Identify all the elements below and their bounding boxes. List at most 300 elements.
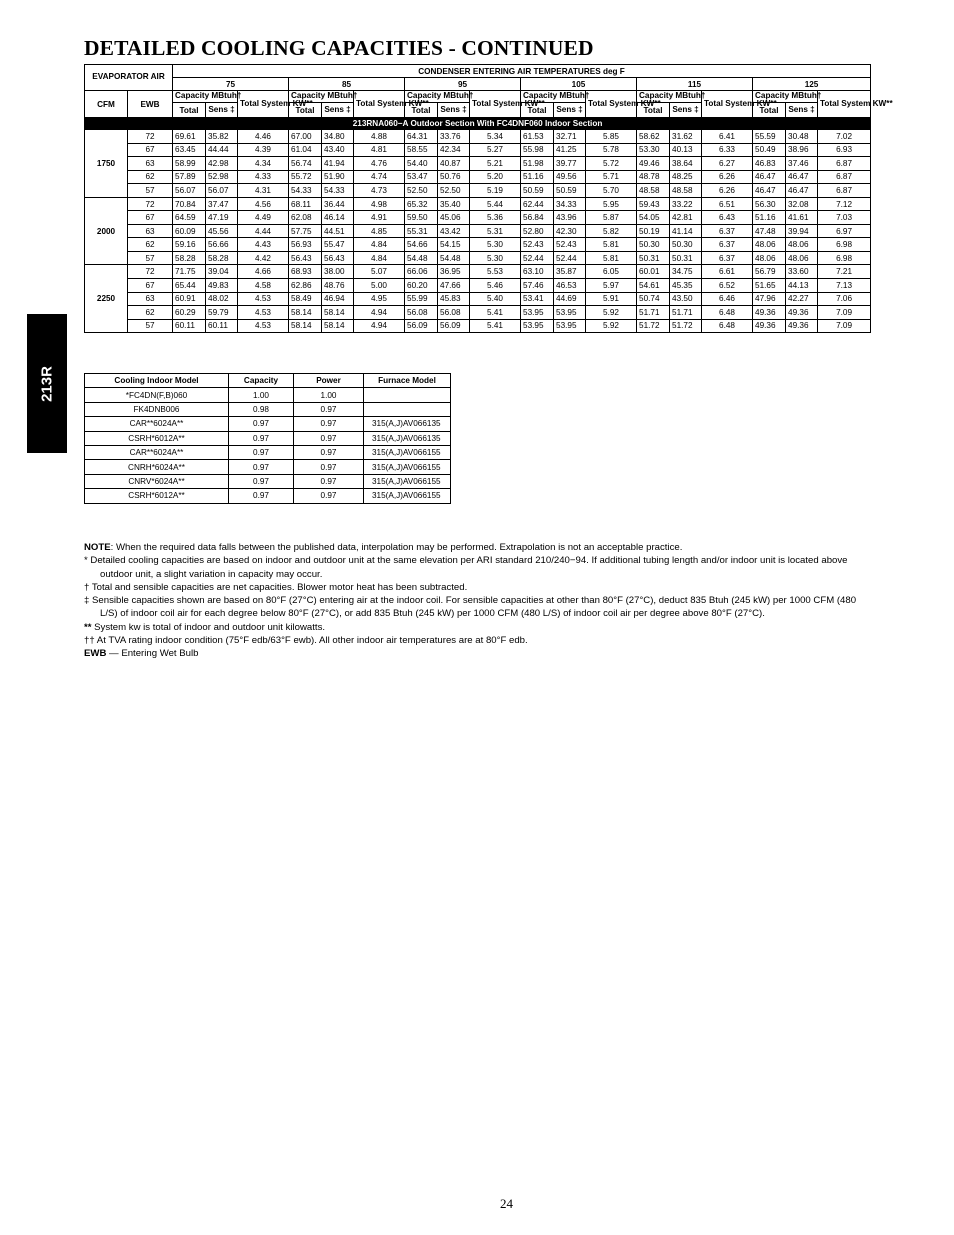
value-cell: 4.53 (238, 319, 289, 333)
value-cell: 6.48 (702, 306, 753, 320)
value-cell: 48.25 (670, 170, 702, 184)
note-system-kw-text: System kw is total of indoor and outdoor unit kilowatts. (91, 621, 326, 633)
value-cell: 5.21 (470, 157, 521, 171)
side-tab-label: 213R (38, 365, 56, 402)
value-cell: 56.43 (289, 251, 322, 265)
value-cell: 53.95 (554, 319, 586, 333)
total-system-kw-header: Total System KW** (586, 91, 637, 118)
value-cell: 60.09 (173, 224, 206, 238)
value-cell: 59.79 (206, 306, 238, 320)
value-cell: 34.75 (670, 265, 702, 279)
value-cell: 6.97 (818, 224, 871, 238)
model-row (85, 417, 451, 431)
value-cell: 54.61 (637, 279, 670, 293)
capacity-header: Capacity MBtuh† (173, 91, 238, 103)
evaporator-air-header: EVAPORATOR AIR (85, 65, 173, 91)
model-cell: 0.97 (229, 417, 294, 431)
value-cell: 5.07 (354, 265, 405, 279)
indoor-model-table (84, 373, 451, 504)
model-cell: 315(A,J)AV066135 (364, 417, 451, 431)
value-cell: 60.11 (173, 319, 206, 333)
value-cell: 60.11 (206, 319, 238, 333)
ewb-cell: 63 (128, 157, 173, 171)
model-table-header: Cooling Indoor Model (85, 374, 229, 388)
capacity-header: Capacity MBtuh† (637, 91, 702, 103)
value-cell: 42.81 (670, 211, 702, 225)
value-cell: 46.47 (753, 170, 786, 184)
value-cell: 55.31 (405, 224, 438, 238)
value-cell: 52.44 (554, 251, 586, 265)
value-cell: 6.87 (818, 184, 871, 198)
value-cell: 71.75 (173, 265, 206, 279)
value-cell: 53.47 (405, 170, 438, 184)
value-cell: 52.43 (554, 238, 586, 252)
value-cell: 50.76 (438, 170, 470, 184)
value-cell: 46.47 (786, 170, 818, 184)
value-cell: 52.80 (521, 224, 554, 238)
ewb-cell: 62 (128, 238, 173, 252)
model-cell: CAR**6024A** (85, 445, 229, 459)
table-row (85, 265, 871, 279)
value-cell: 7.21 (818, 265, 871, 279)
value-cell: 4.98 (354, 197, 405, 211)
note-double-dagger: ‡ Sensible capacities shown are based on 80°F (27°C) entering air at the indoor coil. For sensible capacities at other than 80°F (27°C), deduct 835 Btuh (245 kW) per 1000 CFM (480 L/S) of indoor coil air for each degree below 80°F (27°C), or add 835 Btuh (245 kW) per 1000 CFM (480 L/S) of indoor coil air per degree above 80°F (27°C). (84, 595, 857, 620)
value-cell: 4.81 (354, 143, 405, 157)
value-cell: 49.83 (206, 279, 238, 293)
value-cell: 42.34 (438, 143, 470, 157)
value-cell: 50.49 (753, 143, 786, 157)
model-cell (364, 402, 451, 416)
total-header: Total (753, 103, 786, 118)
value-cell: 5.97 (586, 279, 637, 293)
side-tab (27, 314, 67, 453)
condenser-header: CONDENSER ENTERING AIR TEMPERATURES deg F (173, 65, 871, 78)
value-cell: 43.40 (322, 143, 354, 157)
value-cell: 48.78 (637, 170, 670, 184)
value-cell: 5.87 (586, 211, 637, 225)
value-cell: 48.06 (753, 251, 786, 265)
value-cell: 5.44 (470, 197, 521, 211)
value-cell: 34.33 (554, 197, 586, 211)
sens-header: Sens ‡ (438, 103, 470, 118)
sens-header: Sens ‡ (206, 103, 238, 118)
value-cell: 56.08 (405, 306, 438, 320)
value-cell: 63.10 (521, 265, 554, 279)
model-row (85, 431, 451, 445)
value-cell: 5.81 (586, 238, 637, 252)
total-header: Total (405, 103, 438, 118)
value-cell: 6.26 (702, 170, 753, 184)
value-cell: 5.91 (586, 292, 637, 306)
value-cell: 52.44 (521, 251, 554, 265)
value-cell: 6.41 (702, 130, 753, 144)
value-cell: 5.40 (470, 292, 521, 306)
value-cell: 39.94 (786, 224, 818, 238)
value-cell: 54.48 (405, 251, 438, 265)
table-row (85, 319, 871, 333)
ewb-cell: 67 (128, 211, 173, 225)
table-row (85, 211, 871, 225)
value-cell: 47.66 (438, 279, 470, 293)
ewb-cell: 67 (128, 143, 173, 157)
value-cell: 59.16 (173, 238, 206, 252)
value-cell: 70.84 (173, 197, 206, 211)
value-cell: 47.19 (206, 211, 238, 225)
value-cell: 37.47 (206, 197, 238, 211)
value-cell: 5.46 (470, 279, 521, 293)
model-row (85, 445, 451, 459)
total-header: Total (289, 103, 322, 118)
value-cell: 48.02 (206, 292, 238, 306)
value-cell: 48.58 (637, 184, 670, 198)
value-cell: 47.96 (753, 292, 786, 306)
value-cell: 46.14 (322, 211, 354, 225)
value-cell: 6.51 (702, 197, 753, 211)
table-row (85, 197, 871, 211)
ewb-cell: 67 (128, 279, 173, 293)
value-cell: 56.07 (173, 184, 206, 198)
ewb-cell: 57 (128, 184, 173, 198)
value-cell: 46.94 (322, 292, 354, 306)
value-cell: 51.90 (322, 170, 354, 184)
model-cell: 0.97 (229, 431, 294, 445)
ewb-cell: 72 (128, 130, 173, 144)
cfm-cell: 2000 (85, 197, 128, 265)
value-cell: 4.43 (238, 238, 289, 252)
temperature-header: 105 (521, 78, 637, 91)
value-cell: 5.72 (586, 157, 637, 171)
value-cell: 56.84 (521, 211, 554, 225)
note-ewb (84, 647, 874, 660)
value-cell: 56.74 (289, 157, 322, 171)
value-cell: 6.87 (818, 170, 871, 184)
value-cell: 58.28 (173, 251, 206, 265)
value-cell: 43.42 (438, 224, 470, 238)
cfm-cell: 2250 (85, 265, 128, 333)
value-cell: 55.99 (405, 292, 438, 306)
note-general (84, 541, 874, 554)
value-cell: 6.48 (702, 319, 753, 333)
note-tva: †† At TVA rating indoor condition (75°F edb/63°F ewb). All other indoor air temperatures are at 80°F edb. (84, 635, 528, 647)
value-cell: 6.27 (702, 157, 753, 171)
value-cell: 56.66 (206, 238, 238, 252)
ewb-cell: 72 (128, 265, 173, 279)
model-table-header: Capacity (229, 374, 294, 388)
value-cell: 59.50 (405, 211, 438, 225)
value-cell: 45.35 (670, 279, 702, 293)
value-cell: 4.42 (238, 251, 289, 265)
temperature-header: 75 (173, 78, 289, 91)
value-cell: 5.30 (470, 251, 521, 265)
table-row (85, 157, 871, 171)
model-cell: 0.97 (294, 460, 364, 474)
model-cell (364, 388, 451, 402)
value-cell: 53.95 (554, 306, 586, 320)
value-cell: 7.09 (818, 319, 871, 333)
value-cell: 62.44 (521, 197, 554, 211)
capacity-header: Capacity MBtuh† (289, 91, 354, 103)
value-cell: 35.40 (438, 197, 470, 211)
value-cell: 5.71 (586, 170, 637, 184)
value-cell: 5.41 (470, 306, 521, 320)
value-cell: 61.04 (289, 143, 322, 157)
value-cell: 38.96 (786, 143, 818, 157)
total-header: Total (637, 103, 670, 118)
value-cell: 45.83 (438, 292, 470, 306)
model-cell: 0.98 (229, 402, 294, 416)
sens-header: Sens ‡ (786, 103, 818, 118)
cooling-capacity-table (84, 64, 893, 333)
capacity-header: Capacity MBtuh† (521, 91, 586, 103)
value-cell: 5.53 (470, 265, 521, 279)
value-cell: 54.48 (438, 251, 470, 265)
model-cell: 0.97 (229, 445, 294, 459)
value-cell: 65.32 (405, 197, 438, 211)
value-cell: 58.49 (289, 292, 322, 306)
value-cell: 64.31 (405, 130, 438, 144)
value-cell: 42.27 (786, 292, 818, 306)
value-cell: 4.84 (354, 251, 405, 265)
value-cell: 60.29 (173, 306, 206, 320)
value-cell: 4.66 (238, 265, 289, 279)
value-cell: 4.94 (354, 306, 405, 320)
value-cell: 66.06 (405, 265, 438, 279)
value-cell: 58.62 (637, 130, 670, 144)
value-cell: 48.06 (786, 251, 818, 265)
table-row (85, 292, 871, 306)
value-cell: 57.46 (521, 279, 554, 293)
value-cell: 68.11 (289, 197, 322, 211)
value-cell: 4.94 (354, 319, 405, 333)
value-cell: 49.36 (753, 319, 786, 333)
ewb-cell: 57 (128, 251, 173, 265)
value-cell: 55.72 (289, 170, 322, 184)
value-cell: 6.98 (818, 251, 871, 265)
capacity-header: Capacity MBtuh† (405, 91, 470, 103)
value-cell: 35.87 (554, 265, 586, 279)
value-cell: 5.78 (586, 143, 637, 157)
value-cell: 56.93 (289, 238, 322, 252)
value-cell: 57.75 (289, 224, 322, 238)
value-cell: 48.06 (786, 238, 818, 252)
ewb-header: EWB (128, 91, 173, 118)
note-system-kw (84, 621, 874, 634)
value-cell: 32.08 (786, 197, 818, 211)
total-system-kw-header: Total System KW** (354, 91, 405, 118)
value-cell: 48.76 (322, 279, 354, 293)
value-cell: 4.39 (238, 143, 289, 157)
value-cell: 53.30 (637, 143, 670, 157)
value-cell: 65.44 (173, 279, 206, 293)
value-cell: 38.00 (322, 265, 354, 279)
value-cell: 51.65 (753, 279, 786, 293)
table-row (85, 184, 871, 198)
value-cell: 57.89 (173, 170, 206, 184)
value-cell: 40.13 (670, 143, 702, 157)
value-cell: 7.03 (818, 211, 871, 225)
value-cell: 4.76 (354, 157, 405, 171)
value-cell: 53.95 (521, 306, 554, 320)
value-cell: 68.93 (289, 265, 322, 279)
model-cell: 315(A,J)AV066155 (364, 460, 451, 474)
value-cell: 58.14 (289, 306, 322, 320)
temperature-header: 85 (289, 78, 405, 91)
value-cell: 4.33 (238, 170, 289, 184)
total-system-kw-header: Total System KW** (702, 91, 753, 118)
value-cell: 41.14 (670, 224, 702, 238)
value-cell: 46.47 (786, 184, 818, 198)
value-cell: 6.43 (702, 211, 753, 225)
ewb-cell: 62 (128, 170, 173, 184)
value-cell: 54.15 (438, 238, 470, 252)
temperature-header: 115 (637, 78, 753, 91)
note-ewb-text: — Entering Wet Bulb (106, 648, 199, 660)
value-cell: 5.81 (586, 251, 637, 265)
value-cell: 46.53 (554, 279, 586, 293)
value-cell: 43.96 (554, 211, 586, 225)
value-cell: 54.33 (322, 184, 354, 198)
model-cell: 0.97 (229, 489, 294, 503)
value-cell: 4.85 (354, 224, 405, 238)
note-label: NOTE (84, 542, 111, 553)
value-cell: 64.59 (173, 211, 206, 225)
value-cell: 4.56 (238, 197, 289, 211)
ewb-cell: 62 (128, 306, 173, 320)
model-cell: 0.97 (229, 474, 294, 488)
total-system-kw-header: Total System KW** (818, 91, 871, 118)
value-cell: 36.95 (438, 265, 470, 279)
model-row (85, 460, 451, 474)
model-cell: 0.97 (229, 460, 294, 474)
sens-header: Sens ‡ (322, 103, 354, 118)
value-cell: 4.34 (238, 157, 289, 171)
value-cell: 59.43 (637, 197, 670, 211)
value-cell: 6.61 (702, 265, 753, 279)
note-text: : When the required data falls between the published data, interpolation may be performed. Extrapolation is not an acceptable practice. (110, 542, 683, 553)
value-cell: 52.43 (521, 238, 554, 252)
value-cell: 35.82 (206, 130, 238, 144)
value-cell: 31.62 (670, 130, 702, 144)
value-cell: 37.46 (786, 157, 818, 171)
table-row (85, 306, 871, 320)
model-row (85, 474, 451, 488)
value-cell: 5.82 (586, 224, 637, 238)
value-cell: 54.05 (637, 211, 670, 225)
value-cell: 7.13 (818, 279, 871, 293)
model-cell: 315(A,J)AV066155 (364, 489, 451, 503)
value-cell: 6.52 (702, 279, 753, 293)
value-cell: 5.20 (470, 170, 521, 184)
value-cell: 4.53 (238, 292, 289, 306)
value-cell: 58.14 (322, 306, 354, 320)
value-cell: 50.30 (670, 238, 702, 252)
value-cell: 4.95 (354, 292, 405, 306)
value-cell: 33.22 (670, 197, 702, 211)
value-cell: 56.09 (438, 319, 470, 333)
model-cell: 0.97 (294, 474, 364, 488)
value-cell: 5.34 (470, 130, 521, 144)
value-cell: 6.87 (818, 157, 871, 171)
value-cell: 5.41 (470, 319, 521, 333)
value-cell: 42.30 (554, 224, 586, 238)
table-row (85, 143, 871, 157)
footnotes (84, 541, 874, 661)
value-cell: 39.04 (206, 265, 238, 279)
page-number: 24 (500, 1196, 513, 1211)
cfm-cell: 1750 (85, 130, 128, 198)
temperature-header: 125 (753, 78, 871, 91)
value-cell: 5.70 (586, 184, 637, 198)
value-cell: 49.36 (786, 306, 818, 320)
value-cell: 6.26 (702, 184, 753, 198)
value-cell: 52.50 (438, 184, 470, 198)
model-cell: 0.97 (294, 431, 364, 445)
value-cell: 33.60 (786, 265, 818, 279)
value-cell: 5.95 (586, 197, 637, 211)
model-cell: *FC4DN(F,B)060 (85, 388, 229, 402)
value-cell: 6.05 (586, 265, 637, 279)
table-row (85, 130, 871, 144)
value-cell: 51.72 (670, 319, 702, 333)
model-row (85, 388, 451, 402)
value-cell: 4.53 (238, 306, 289, 320)
value-cell: 47.48 (753, 224, 786, 238)
table-row (85, 251, 871, 265)
value-cell: 6.37 (702, 238, 753, 252)
capacity-header: Capacity MBtuh† (753, 91, 818, 103)
total-header: Total (173, 103, 206, 118)
sens-header: Sens ‡ (554, 103, 586, 118)
table-row (85, 279, 871, 293)
value-cell: 44.13 (786, 279, 818, 293)
value-cell: 4.31 (238, 184, 289, 198)
value-cell: 34.80 (322, 130, 354, 144)
model-cell: 315(A,J)AV066135 (364, 431, 451, 445)
value-cell: 36.44 (322, 197, 354, 211)
value-cell: 58.55 (405, 143, 438, 157)
value-cell: 4.74 (354, 170, 405, 184)
page-title: DETAILED COOLING CAPACITIES - CONTINUED (84, 36, 594, 60)
value-cell: 55.47 (322, 238, 354, 252)
value-cell: 45.06 (438, 211, 470, 225)
value-cell: 5.30 (470, 238, 521, 252)
value-cell: 63.45 (173, 143, 206, 157)
value-cell: 48.58 (670, 184, 702, 198)
table-row (85, 238, 871, 252)
value-cell: 4.88 (354, 130, 405, 144)
value-cell: 6.37 (702, 251, 753, 265)
model-cell: 0.97 (294, 489, 364, 503)
value-cell: 6.33 (702, 143, 753, 157)
value-cell: 56.09 (405, 319, 438, 333)
value-cell: 7.09 (818, 306, 871, 320)
note-dagger: † Total and sensible capacities are net capacities. Blower motor heat has been subtracted. (84, 581, 468, 593)
value-cell: 4.73 (354, 184, 405, 198)
value-cell: 42.98 (206, 157, 238, 171)
value-cell: 51.71 (637, 306, 670, 320)
value-cell: 67.00 (289, 130, 322, 144)
value-cell: 32.71 (554, 130, 586, 144)
note-star: * Detailed cooling capacities are based on indoor and outdoor unit at the same elevation per ARI standard 210/240−94. If additional tubing length and/or indoor unit is located above outdoor unit, a slight variation in capacity may occur. (84, 555, 848, 580)
value-cell: 49.36 (753, 306, 786, 320)
model-row (85, 489, 451, 503)
value-cell: 4.84 (354, 238, 405, 252)
value-cell: 41.94 (322, 157, 354, 171)
value-cell: 62.86 (289, 279, 322, 293)
value-cell: 43.50 (670, 292, 702, 306)
value-cell: 52.98 (206, 170, 238, 184)
model-cell: 0.97 (294, 445, 364, 459)
